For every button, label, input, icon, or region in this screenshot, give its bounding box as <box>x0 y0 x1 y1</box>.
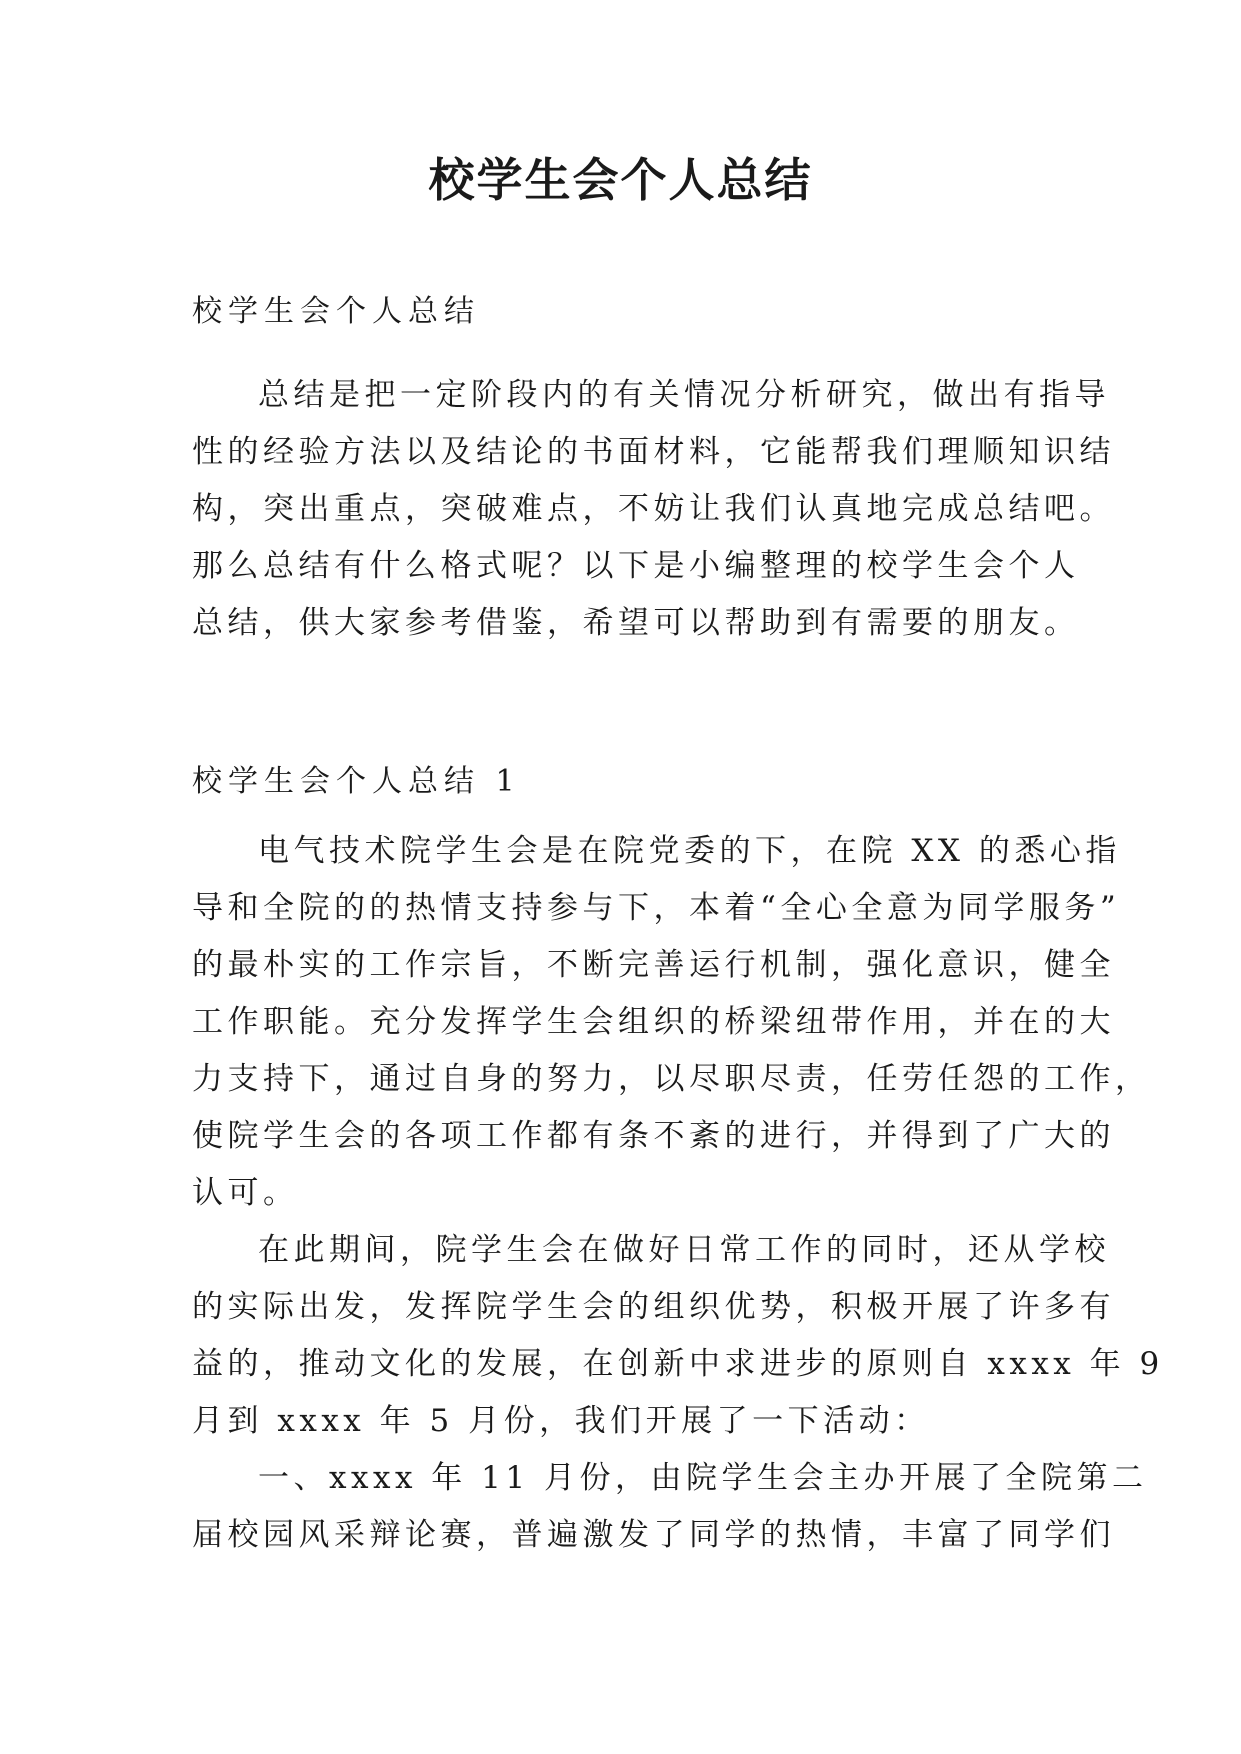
paragraph-line: 认可。 <box>192 1175 299 1211</box>
intro-paragraph <box>192 367 1115 652</box>
paragraph-line: 届校园风采辩论赛，普遍激发了同学的热情，丰富了同学们 <box>192 1517 1115 1553</box>
paragraph-line: 的实际出发，发挥院学生会的组织优势，积极开展了许多有 <box>192 1289 1115 1325</box>
paragraph-line: 益的，推动文化的发展，在创新中求进步的原则自 xxxx 年 9 <box>192 1346 1164 1382</box>
paragraph-line: 在此期间，院学生会在做好日常工作的同时，还从学校 <box>258 1232 1110 1268</box>
document-title: 校学生会个人总结 <box>428 153 813 207</box>
paragraph-line: 那么总结有什么格式呢？以下是小编整理的校学生会个人 <box>192 548 1080 584</box>
paragraph-line: 性的经验方法以及结论的书面材料，它能帮我们理顺知识结 <box>192 434 1115 470</box>
paragraph-line: 总结是把一定阶段内的有关情况分析研究，做出有指导 <box>258 377 1110 413</box>
paragraph-line: 工作职能。充分发挥学生会组织的桥梁纽带作用，并在的大 <box>192 1004 1115 1040</box>
section-body <box>192 823 1164 1564</box>
paragraph-line: 导和全院的的热情支持参与下，本着“全心全意为同学服务” <box>192 890 1121 926</box>
paragraph-line: 一、xxxx 年 11 月份，由院学生会主办开展了全院第二 <box>258 1460 1148 1496</box>
paragraph-line: 电气技术院学生会是在院党委的下，在院 XX 的悉心指 <box>258 833 1121 869</box>
paragraph-line: 总结，供大家参考借鉴，希望可以帮助到有需要的朋友。 <box>192 605 1080 641</box>
section-heading: 校学生会个人总结 1 <box>192 764 521 799</box>
paragraph-line: 使院学生会的各项工作都有条不紊的进行，并得到了广大的 <box>192 1118 1115 1154</box>
paragraph-line: 的最朴实的工作宗旨，不断完善运行机制，强化意识，健全 <box>192 947 1115 983</box>
paragraph-line: 构，突出重点，突破难点，不妨让我们认真地完成总结吧。 <box>192 491 1115 527</box>
paragraph-line: 月到 xxxx 年 5 月份，我们开展了一下活动： <box>192 1403 930 1439</box>
document-subtitle: 校学生会个人总结 <box>192 294 480 329</box>
paragraph-line: 力支持下，通过自身的努力，以尽职尽责，任劳任怨的工作， <box>192 1061 1151 1097</box>
